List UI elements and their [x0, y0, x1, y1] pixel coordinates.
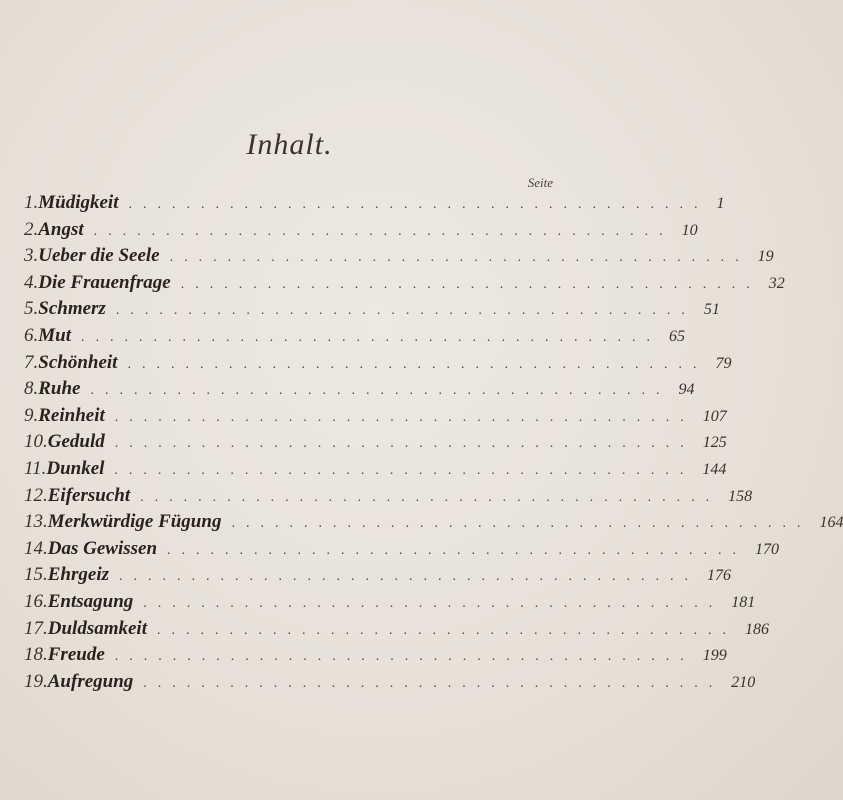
dot-leader: ........................................ [180, 276, 761, 292]
entry-number: 18. [24, 644, 48, 666]
entry-title: Entsagung [47, 590, 134, 612]
entry-number: 6. [24, 324, 39, 346]
toc-entry [24, 403, 727, 430]
dot-leader: ........................................ [119, 569, 699, 585]
table-of-contents [24, 190, 843, 695]
entry-title: Die Frauenfrage [38, 271, 171, 293]
toc-entry [24, 509, 843, 536]
dot-leader: ........................................ [93, 223, 674, 239]
toc-entry [24, 429, 727, 456]
toc-entry [24, 270, 785, 297]
dot-leader: ........................................ [143, 675, 724, 691]
entry-page-number: 1 [716, 195, 725, 212]
entry-number: 8. [24, 378, 39, 400]
entry-title: Reinheit [38, 404, 105, 426]
dot-leader: ........................................ [169, 250, 750, 266]
entry-page-number: 186 [744, 620, 769, 638]
dot-leader: ........................................ [231, 516, 812, 532]
dot-leader: ........................................ [114, 649, 695, 665]
dot-leader: ........................................ [81, 329, 661, 345]
entry-number: 19. [24, 670, 48, 692]
entry-page-number: 158 [728, 487, 753, 505]
entry-page-number: 125 [702, 434, 727, 452]
entry-number: 16. [24, 590, 48, 612]
toc-entry [24, 483, 753, 510]
entry-page-number: 107 [702, 407, 727, 425]
entry-title: Merkwürdige Fügung [47, 511, 222, 533]
entry-page-number: 65 [669, 327, 685, 345]
entry-title: Geduld [47, 431, 105, 453]
toc-entry [24, 376, 695, 403]
entry-number: 10. [24, 431, 48, 453]
entry-title: Schmerz [38, 298, 106, 320]
entry-page-number: 144 [702, 460, 727, 478]
entry-number: 4. [24, 271, 39, 293]
toc-entry [24, 642, 727, 669]
entry-page-number: 181 [731, 593, 756, 611]
toc-entry [24, 350, 732, 377]
entry-number: 11. [24, 457, 47, 479]
entry-page-number: 210 [731, 673, 756, 691]
toc-entry [24, 323, 685, 350]
page-title: Inhalt. [246, 128, 333, 161]
toc-entry [24, 296, 720, 323]
entry-page-number: 51 [703, 301, 720, 319]
entry-number: 13. [24, 511, 48, 533]
dot-leader: ........................................ [156, 622, 737, 638]
toc-entry [24, 562, 731, 589]
entry-title: Freude [47, 644, 105, 666]
entry-page-number: 94 [678, 381, 695, 399]
entry-title: Ruhe [38, 378, 81, 400]
entry-number: 7. [24, 351, 39, 373]
toc-entry [24, 243, 774, 270]
toc-entry [24, 536, 780, 563]
entry-title: Aufregung [47, 670, 134, 692]
entry-title: Mut [38, 324, 71, 346]
dot-leader: ........................................ [114, 462, 695, 478]
dot-leader: ........................................ [167, 542, 748, 558]
entry-number: 3. [24, 245, 39, 267]
entry-number: 17. [24, 617, 48, 639]
dot-leader: ........................................ [128, 197, 709, 212]
entry-page-number: 164 [819, 514, 843, 532]
entry-number: 5. [24, 298, 39, 320]
dot-leader: ........................................ [140, 489, 721, 505]
entry-title: Dunkel [46, 457, 105, 479]
entry-number: 12. [24, 484, 48, 506]
entry-number: 15. [24, 564, 48, 586]
dot-leader: ........................................ [127, 356, 708, 372]
entry-page-number: 79 [715, 354, 732, 372]
entry-page-number: 32 [768, 274, 785, 292]
entry-title: Das Gewissen [47, 537, 158, 559]
entry-title: Duldsamkeit [47, 617, 147, 639]
entry-page-number: 176 [707, 567, 731, 585]
entry-number: 14. [24, 537, 48, 559]
entry-page-number: 19 [757, 248, 774, 266]
entry-page-number: 10 [681, 221, 698, 239]
dot-leader: ........................................ [114, 436, 695, 452]
toc-entry [24, 217, 698, 244]
entry-title: Ehrgeiz [47, 564, 109, 586]
dot-leader: ........................................ [90, 383, 671, 399]
entry-page-number: 170 [755, 540, 780, 558]
toc-entry [24, 616, 769, 643]
entry-number: 1. [24, 192, 39, 213]
entry-title: Angst [38, 218, 84, 240]
page-column-label: Seite [527, 175, 553, 190]
entry-number: 2. [24, 218, 39, 240]
entry-number: 9. [24, 404, 39, 426]
entry-title: Eifersucht [47, 484, 131, 506]
entry-page-number: 199 [702, 647, 727, 665]
dot-leader: ........................................ [114, 409, 695, 425]
toc-entry [24, 589, 756, 616]
entry-title: Schönheit [38, 351, 118, 373]
entry-title: Müdigkeit [38, 192, 119, 213]
toc-entry [24, 190, 725, 217]
toc-entry [24, 456, 727, 483]
dot-leader: ........................................ [115, 303, 696, 319]
entry-title: Ueber die Seele [38, 245, 160, 267]
dot-leader: ........................................ [143, 595, 724, 611]
toc-entry [24, 669, 756, 696]
